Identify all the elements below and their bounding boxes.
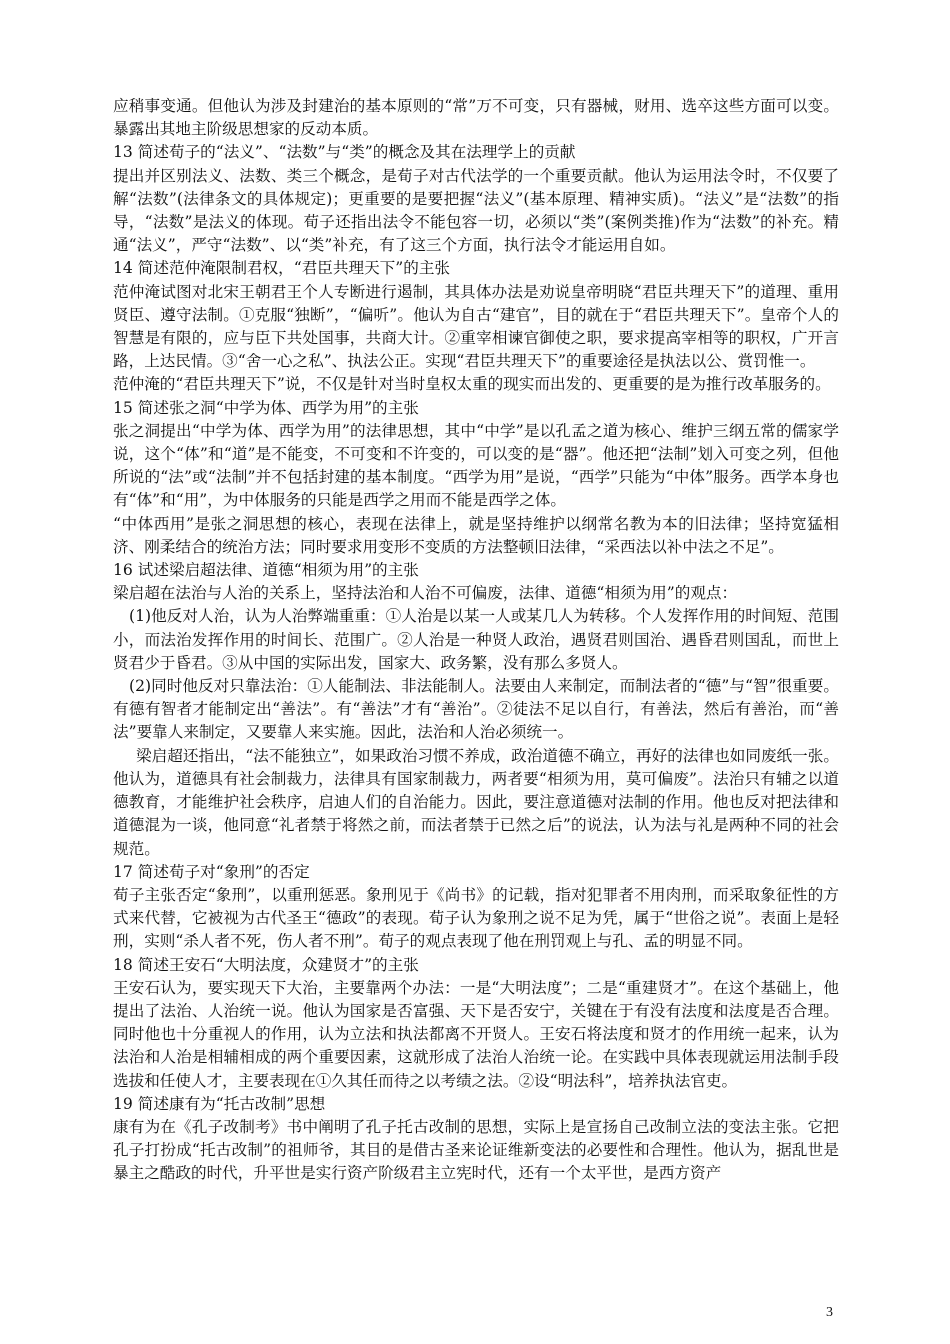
section-heading-14: 14 简述范仲淹限制君权，“君臣共理天下”的主张 <box>113 259 451 278</box>
paragraph-body: 王安石认为，要实现天下大治，主要靠两个办法：一是“大明法度”；二是“重建贤才”。在这个基础上，他提出了法治、人治统一说。他认为国家是否富强、天下是否安宁，关键在于有没有法度和法度是否合理。同时他也十分重视人的作用，认为立法和执法都离不开贤人。王安石将法度和贤才的作用统一起来，认为法治和人治是相辅相成的两个重要因素，这就形成了法治人治统一论。在实践中具体表现就运用法制手段选拔和任使人才，主要表现在①久其任而待之以考绩之法。②设“明法科”，培养执法官吏。 <box>113 978 839 1090</box>
paragraph-body: 应稍事变通。但他认为涉及封建治的基本原则的“常”万不可变，只有器械，财用、选卒这些方面可以变。暴露出其地主阶级思想家的反动本质。 <box>113 97 839 139</box>
section-heading-13: 13 简述荀子的“法义”、“法数”与“类”的概念及其在法理学上的贡献 <box>113 143 576 162</box>
paragraph-body: 张之洞提出“中学为体、西学为用”的法律思想，其中“中学”是以孔孟之道为核心、维护三纲五常的儒家学说，这个“体”和“道”是不能变，不可变和不许变的，可以变的是“器”。他还把“法制”划入可变之列，但他所说的“法”或“法制”并不包括封建的基本制度。“西学为用”是说，“西学”只能为“中体”服务。西学本身也有“体”和“用”，为中体服务的只能是西学之用而不能是西学之体。 <box>113 421 839 510</box>
paragraph-body: 范仲淹的“君臣共理天下”说，不仅是针对当时皇权太重的现实而出发的、更重要的是为推行改革服务的。 <box>113 375 831 394</box>
section-heading-17: 17 简述荀子对“象刑”的否定 <box>113 862 310 881</box>
paragraph-body: 范仲淹试图对北宋王朝君王个人专断进行遏制，其具体办法是劝说皇帝明晓“君臣共理天下”的道理、重用贤臣、遵守法制。①克服“独断”，“偏听”。他认为自古“建官”，目的就在于“君臣共理天下”。皇帝个人的智慧是有限的，应与臣下共处国事，共商大计。②重宰相谏官御使之职，要求提高宰相等的职权，广开言路，上达民情。③“舍一心之私”、执法公正。实现“君臣共理天下”的重要途径是执法以公、赏罚惟一。 <box>113 282 839 371</box>
document-body <box>113 95 839 1186</box>
paragraph-point-2: (2)同时他反对只靠法治：①人能制法、非法能制人。法要由人来制定，而制法者的“德”与“智”很重要。有德有智者才能制定出“善法”。有“善法”才有“善治”。②徒法不足以自行，有善法，然后有善治，而“善法”要靠人来制定，又要靠人来实施。因此，法治和人治必须统一。 <box>113 677 839 742</box>
paragraph-body: 梁启超在法治与人治的关系上，坚持法治和人治不可偏废，法律、道德“相须为用”的观点： <box>113 584 738 603</box>
section-heading-18: 18 简述王安石“大明法度，众建贤才”的主张 <box>113 955 419 974</box>
section-heading-19: 19 简述康有为“托古改制”思想 <box>113 1094 326 1113</box>
paragraph-body: “中体西用”是张之洞思想的核心，表现在法律上，就是坚持维护以纲常名教为本的旧法律；坚持宽猛相济、刚柔结合的统治方法；同时要求用变形不变质的方法整顿旧法律，“采西法以补中法之不足”。 <box>113 514 839 556</box>
paragraph-body: 荀子主张否定“象刑”，以重刑惩恶。象刑见于《尚书》的记载，指对犯罪者不用肉刑，而采取象征性的方式来代替，它被视为古代圣王“德政”的表现。荀子认为象刑之说不足为凭，属于“世俗之说”。表面上是轻刑，实则“杀人者不死，伤人者不刑”。荀子的观点表现了他在刑罚观上与孔、孟的明显不同。 <box>113 885 839 951</box>
paragraph-body: 提出并区别法义、法数、类三个概念，是荀子对古代法学的一个重要贡献。他认为运用法令时，不仅要了解“法数”(法律条文的具体规定)；更重要的是要把握“法义”(基本原理、精神实质)。“法义”是“法数”的指导，“法数”是法义的体现。荀子还指出法令不能包容一切，必须以“类”(案例类推)作为“法数”的补充。精通“法义”，严守“法数”、以“类”补充，有了这三个方面，执行法令才能运用自如。 <box>113 166 839 255</box>
paragraph-point-1: (1)他反对人治，认为人治弊端重重：①人治是以某一人或某几人为转移。个人发挥作用的时间短、范围小，而法治发挥作用的时间长、范围广。②人治是一种贤人政治，遇贤君则国治、遇昏君则国乱，而世上贤君少于昏君。③从中国的实际出发，国家大、政务繁，没有那么多贤人。 <box>113 607 839 672</box>
section-heading-16: 16 试述梁启超法律、道德“相须为用”的主张 <box>113 561 419 580</box>
page-number: 3 <box>826 1305 833 1320</box>
paragraph-body: 梁启超还指出，“法不能独立”，如果政治习惯不养成，政治道德不确立，再好的法律也如同废纸一张。他认为，道德具有社会制裁力，法律具有国家制裁力，两者要“相须为用，莫可偏废”。法治只有辅之以道德教育，才能维护社会秩序，启迪人们的自治能力。因此，要注意道德对法制的作用。他也反对把法律和道德混为一谈，他同意“礼者禁于将然之前，而法者禁于已然之后”的说法，认为法与礼是两种不同的社会规范。 <box>113 746 839 858</box>
paragraph-body: 康有为在《孔子改制考》书中阐明了孔子托古改制的思想，实际上是宣扬自己改制立法的变法主张。它把孔子打扮成“托古改制”的祖师爷，其目的是借古圣来论证维新变法的必要性和合理性。他认为，据乱世是暴主之酷政的时代，升平世是实行资产阶级君主立宪时代，还有一个太平世，是西方资产 <box>113 1117 839 1183</box>
section-heading-15: 15 简述张之洞“中学为体、西学为用”的主张 <box>113 398 419 417</box>
